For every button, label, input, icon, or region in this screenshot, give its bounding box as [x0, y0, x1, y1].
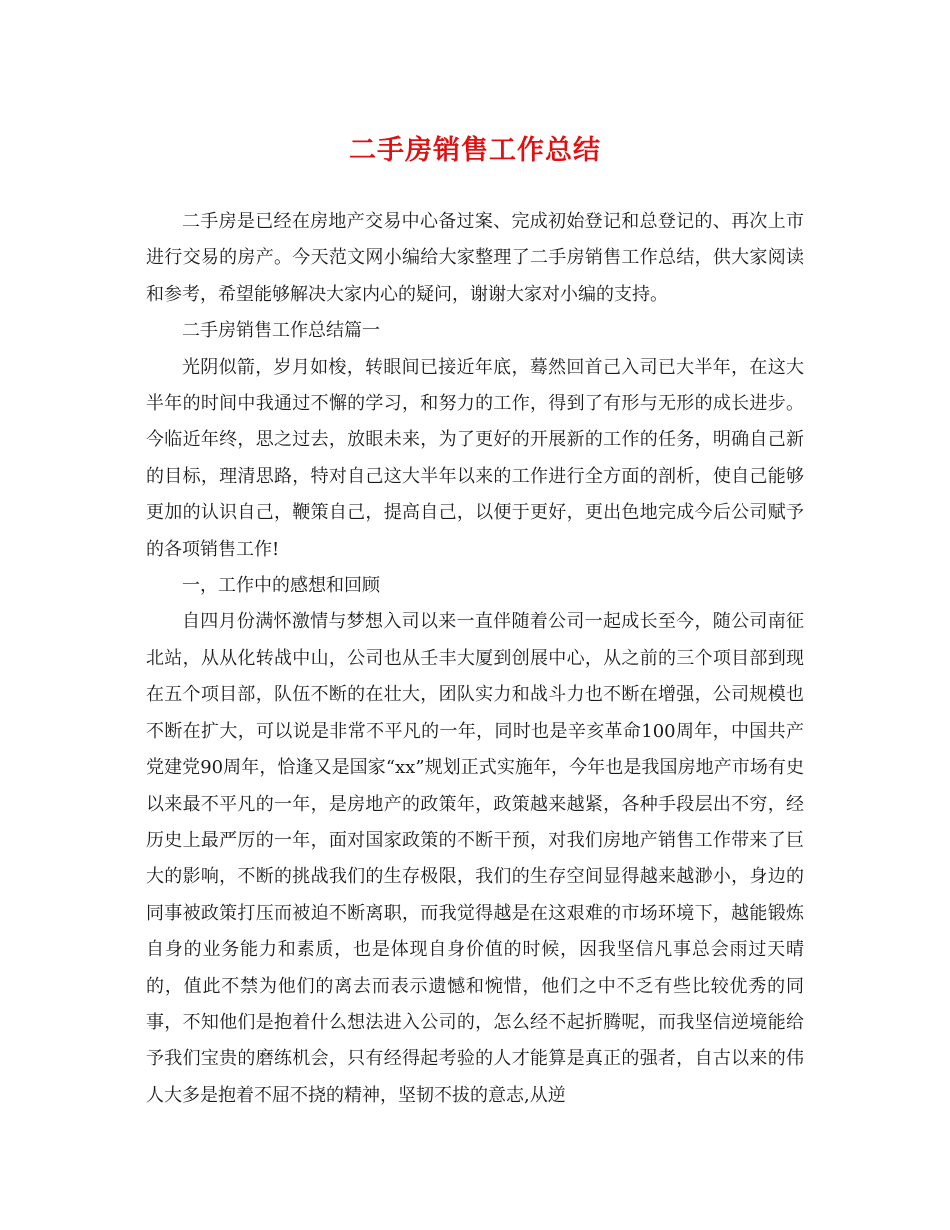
section-heading-part-one: 二手房销售工作总结篇一 [182, 320, 380, 342]
body-paragraph: 光阴似箭，岁月如梭，转眼间已接近年底，蓦然回首己入司已大半年，在这大半年的时间中我通过不懈的学习，和努力的工作，得到了有形与无形的成长进步。今临近年终，思之过去，放眼未来，为了更好的开展新的工作的任务，明确自己新的目标，理清思路，特对自己这大半年以来的工作进行全方面的剖析，使自己能够更加的认识自己，鞭策自己，提高自己，以便于更好，更出色地完成今后公司赋予的各项销售工作! [146, 356, 804, 560]
document-title: 二手房销售工作总结 [349, 135, 601, 166]
body-paragraph: 自四月份满怀激情与梦想入司以来一直伴随着公司一起成长至今，随公司南征北站，从从化转战中山，公司也从壬丰大厦到创展中心，从之前的三个项目部到现在五个项目部，队伍不断的在壮大，团队实力和战斗力也不断在增强，公司规模也不断在扩大，可以说是非常不平凡的一年，同时也是辛亥革命100周年，中国共产党建党90周年，恰逢又是国家“xx”规划正式实施年，今年也是我国房地产市场有史以来最不平凡的一年，是房地产的政策年，政策越来越紧，各种手段层出不穷，经历史上最严厉的一年，面对国家政策的不断干预，对我们房地产销售工作带来了巨大的影响，不断的挑战我们的生存极限，我们的生存空间显得越来越渺小，身边的同事被政策打压而被迫不断离职，而我觉得越是在这艰难的市场环境下，越能锻炼自身的业务能力和素质，也是体现自身价值的时候，因我坚信凡事总会雨过天晴的，值此不禁为他们的离去而表示遗憾和惋惜，他们之中不乏有些比较优秀的同事，不知他们是抱着什么想法进入公司的，怎么经不起折腾呢，而我坚信逆境能给予我们宝贵的磨练机会，只有经得起考验的人才能算是真正的强者，自古以来的伟人大多是抱着不屈不挠的精神，坚韧不拔的意志,从逆 [146, 611, 804, 1106]
intro-paragraph: 二手房是已经在房地产交易中心备过案、完成初始登记和总登记的、再次上市进行交易的房产。今天范文网小编给大家整理了二手房销售工作总结，供大家阅读和参考，希望能够解决大家内心的疑问，谢谢大家对小编的支持。 [146, 211, 804, 305]
section-heading-reflections: 一，工作中的感想和回顾 [182, 575, 380, 597]
document-body [146, 204, 804, 1114]
